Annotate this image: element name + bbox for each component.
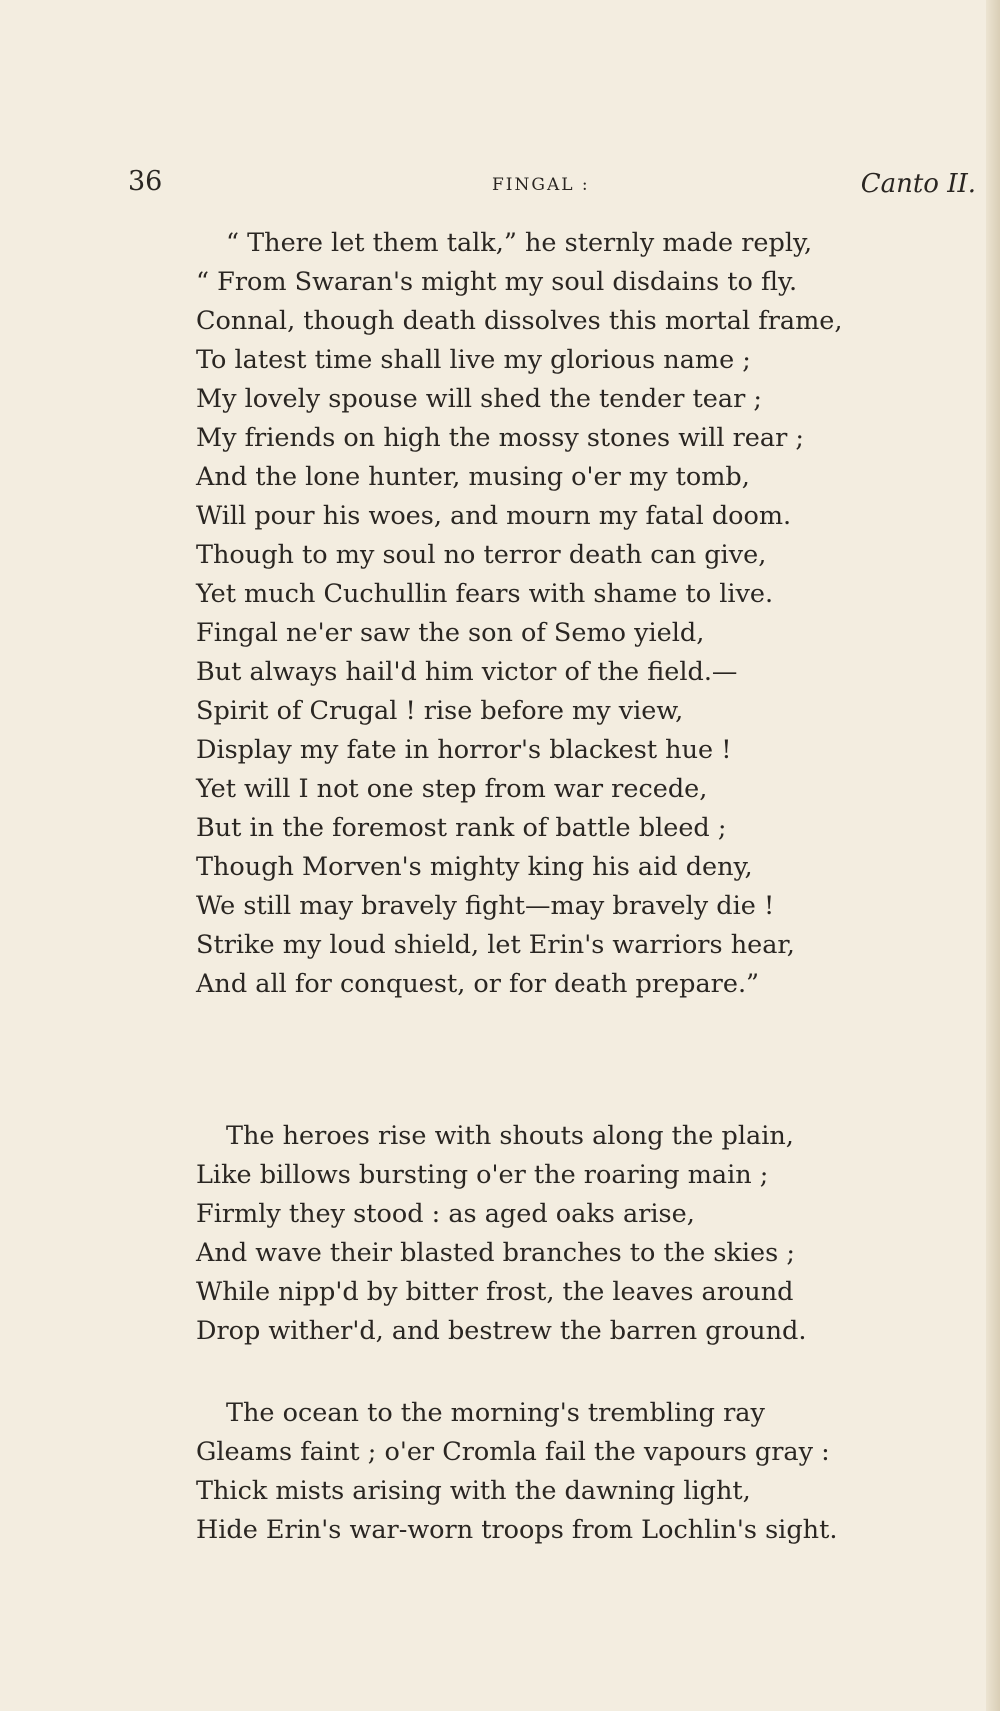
stanza-1 bbox=[196, 224, 842, 1004]
poem-line: And all for conquest, or for death prepare.” bbox=[196, 969, 760, 999]
poem-line: Will pour his woes, and mourn my fatal doom. bbox=[196, 501, 792, 531]
poem-line: Hide Erin's war-worn troops from Lochlin's sight. bbox=[196, 1515, 838, 1545]
canto-label: Canto II. bbox=[860, 169, 976, 199]
poem-line: The ocean to the morning's trembling ray bbox=[226, 1398, 765, 1428]
poem-line: To latest time shall live my glorious name ; bbox=[196, 345, 751, 375]
poem-line: Fingal ne'er saw the son of Semo yield, bbox=[196, 618, 705, 648]
poem-line: Though Morven's mighty king his aid deny, bbox=[196, 852, 753, 882]
poem-line: Yet much Cuchullin fears with shame to live. bbox=[196, 579, 774, 609]
poem-line: Yet will I not one step from war recede, bbox=[196, 774, 708, 804]
poem-line: Spirit of Crugal ! rise before my view, bbox=[196, 696, 684, 726]
poem-line: My friends on high the mossy stones will rear ; bbox=[196, 423, 804, 453]
page-number: 36 bbox=[128, 166, 163, 197]
running-title: FINGAL : bbox=[492, 175, 590, 195]
poem-line: Gleams faint ; o'er Cromla fail the vapours gray : bbox=[196, 1437, 830, 1467]
poem-line: The heroes rise with shouts along the plain, bbox=[226, 1121, 794, 1151]
poem-line: “ From Swaran's might my soul disdains to fly. bbox=[196, 267, 798, 297]
poem-line: We still may bravely fight—may bravely die ! bbox=[196, 891, 775, 921]
stanza-3 bbox=[196, 1394, 837, 1550]
poem-line: Though to my soul no terror death can give, bbox=[196, 540, 767, 570]
poem-line: Firmly they stood : as aged oaks arise, bbox=[196, 1199, 695, 1229]
poem-line: And wave their blasted branches to the skies ; bbox=[196, 1238, 795, 1268]
poem-line: Like billows bursting o'er the roaring main ; bbox=[196, 1160, 769, 1190]
poem-line: Thick mists arising with the dawning light, bbox=[196, 1476, 751, 1506]
poem-line: My lovely spouse will shed the tender tear ; bbox=[196, 384, 762, 414]
poem-line: “ There let them talk,” he sternly made reply, bbox=[226, 228, 813, 258]
poem-line: Display my fate in horror's blackest hue ! bbox=[196, 735, 732, 765]
poem-line: Strike my loud shield, let Erin's warriors hear, bbox=[196, 930, 795, 960]
poem-line: Connal, though death dissolves this mortal frame, bbox=[196, 306, 843, 336]
poem-line: But always hail'd him victor of the field.— bbox=[196, 657, 738, 687]
stanza-2 bbox=[196, 1117, 806, 1351]
poem-line: But in the foremost rank of battle bleed ; bbox=[196, 813, 727, 843]
page-edge bbox=[986, 0, 1000, 1711]
poem-line: Drop wither'd, and bestrew the barren ground. bbox=[196, 1316, 807, 1346]
poem-line: While nipp'd by bitter frost, the leaves around bbox=[196, 1277, 794, 1307]
poem-line: And the lone hunter, musing o'er my tomb, bbox=[196, 462, 750, 492]
